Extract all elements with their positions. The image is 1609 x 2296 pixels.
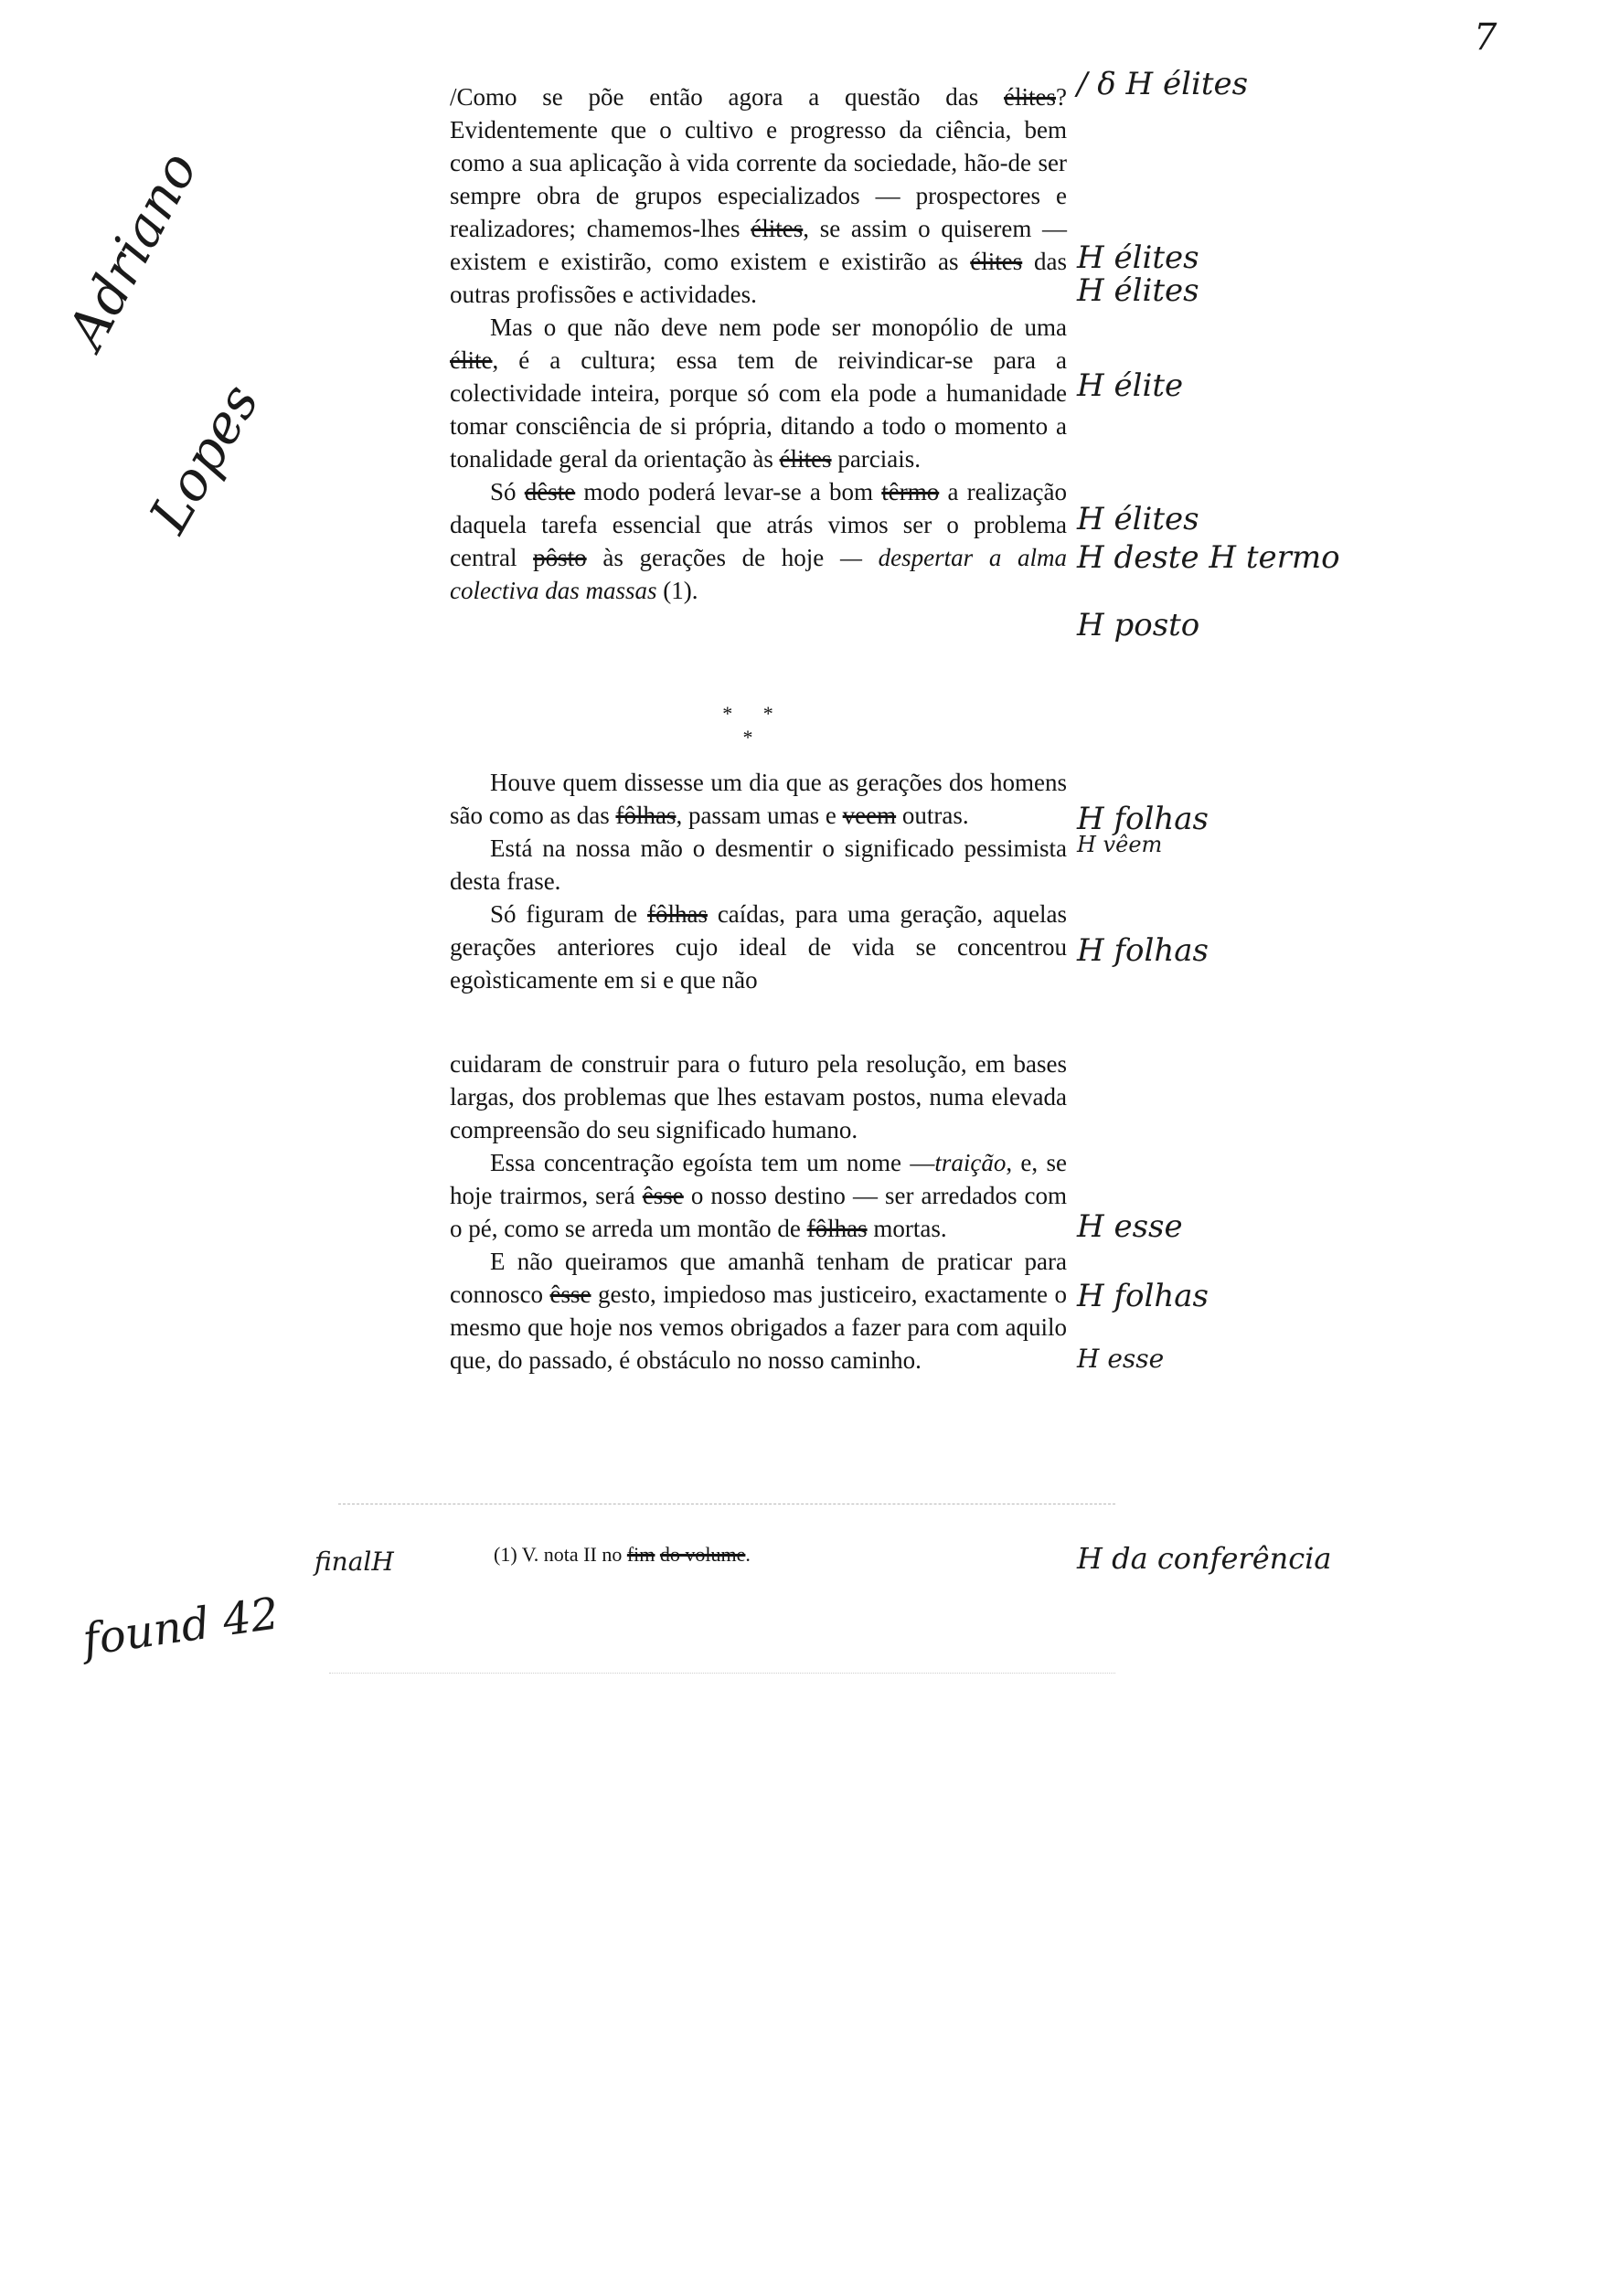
margin-note-7: H posto <box>1077 607 1200 643</box>
margin-note-13: H esse <box>1077 1344 1165 1374</box>
strike-word: êsse <box>642 1182 684 1209</box>
margin-note-4: H élite <box>1077 367 1184 404</box>
strike-word: élites <box>779 445 832 473</box>
strike-word: do volume <box>659 1543 746 1566</box>
strike-word: veem <box>842 802 897 829</box>
paragraph-9: E não queiramos que amanhã tenham de praticar para connosco êsse gesto, impiedoso mas justiceiro, exactamente o mesmo que hoje nos vemos obrigados a fazer para com aquilo que, do passado, é obstáculo no nosso caminho. <box>450 1248 1068 1374</box>
margin-note-3: H élites <box>1077 272 1199 309</box>
strike-word: fim <box>626 1543 655 1566</box>
corner-page-mark: 7 <box>1474 16 1497 58</box>
margin-note-14: H da conferência <box>1077 1541 1332 1576</box>
italic-phrase: — despertar a alma colectiva das massas <box>450 544 1068 604</box>
text-block-1 <box>450 80 1067 607</box>
bottom-left-note: found 42 <box>80 1588 282 1666</box>
section-separator: * * * <box>722 702 786 749</box>
margin-note-11: H esse <box>1077 1208 1183 1245</box>
final-mark: finalH <box>314 1547 394 1577</box>
footnote: (1) V. nota II no fim do volume. <box>494 1543 751 1566</box>
left-signature-line1: Adriano <box>55 142 210 358</box>
strike-word: élite <box>450 346 493 374</box>
margin-note-1: / δ H élites <box>1077 66 1249 102</box>
strike-word: têrmo <box>881 478 940 505</box>
margin-note-2: H élites <box>1077 239 1199 276</box>
text-block-3 <box>450 1047 1067 1377</box>
strike-word: fôlhas <box>647 900 708 928</box>
margin-note-5: H élites <box>1077 501 1199 537</box>
margin-note-9: H vêem <box>1077 832 1163 857</box>
strike-word: fôlhas <box>615 802 677 829</box>
paragraph-5: Está na nossa mão o desmentir o significado pessimista desta frase. <box>450 834 1067 895</box>
paragraph-6: Só figuram de fôlhas caídas, para uma geração, aquelas gerações anteriores cujo ideal de vida se concentrou egoìsticamente em si e que não <box>450 900 1067 994</box>
strike-word: élites <box>751 215 804 242</box>
left-signature-line2: Lopes <box>137 373 272 543</box>
margin-note-6: H deste H termo <box>1077 539 1340 576</box>
italic-word: traição <box>934 1149 1007 1176</box>
paragraph-1: /Como se põe então agora a questão das élites? Evidentemente que o cultivo e progresso da ciência, bem como a sua aplicação à vida corrente da sociedade, hão-de ser sempre obra de grupos especializados — prospectores e realizadores; chamemos-lhes élites, se assim o quiserem — existem e existirão, como existem e existirão as élites das outras profissões e actividades. <box>450 83 1068 308</box>
paragraph-2: Mas o que não deve nem pode ser monopólio de uma élite, é a cultura; essa tem de reivindicar-se para a colectividade inteira, porque só com ela pode a humanidade tomar consciência de si própria, ditando a todo o momento a tonalidade geral da orientação às élites parciais. <box>450 314 1067 473</box>
strike-word: êsse <box>549 1281 591 1308</box>
strike-word: élites <box>1004 83 1057 111</box>
margin-note-10: H folhas <box>1077 932 1209 969</box>
strike-word: fôlhas <box>806 1215 868 1242</box>
paragraph-4: Houve quem dissesse um dia que as gerações dos homens são como as das fôlhas, passam umas e veem outras. <box>450 769 1067 829</box>
margin-note-12: H folhas <box>1077 1278 1209 1314</box>
text-block-2 <box>450 766 1067 996</box>
strike-word: élites <box>970 248 1023 275</box>
scan-artifact-line <box>329 1673 1115 1674</box>
paragraph-7: cuidaram de construir para o futuro pela resolução, em bases largas, dos problemas que lhes estavam postos, numa elevada compreensão do seu significado humano. <box>450 1050 1067 1143</box>
margin-note-8: H folhas <box>1077 801 1209 837</box>
paragraph-3: Só dêste modo poderá levar-se a bom têrmo a realização daquela tarefa essencial que atrás vimos ser o problema central pôsto às gerações de hoje — despertar a alma colectiva das massas (1). <box>450 478 1068 604</box>
paragraph-8: Essa concentração egoísta tem um nome —traição, e, se hoje trairmos, será êsse o nosso destino — ser arredados com o pé, como se arreda um montão de fôlhas mortas. <box>450 1149 1068 1242</box>
strike-word: pôsto <box>533 544 587 571</box>
strike-word: dêste <box>524 478 576 505</box>
